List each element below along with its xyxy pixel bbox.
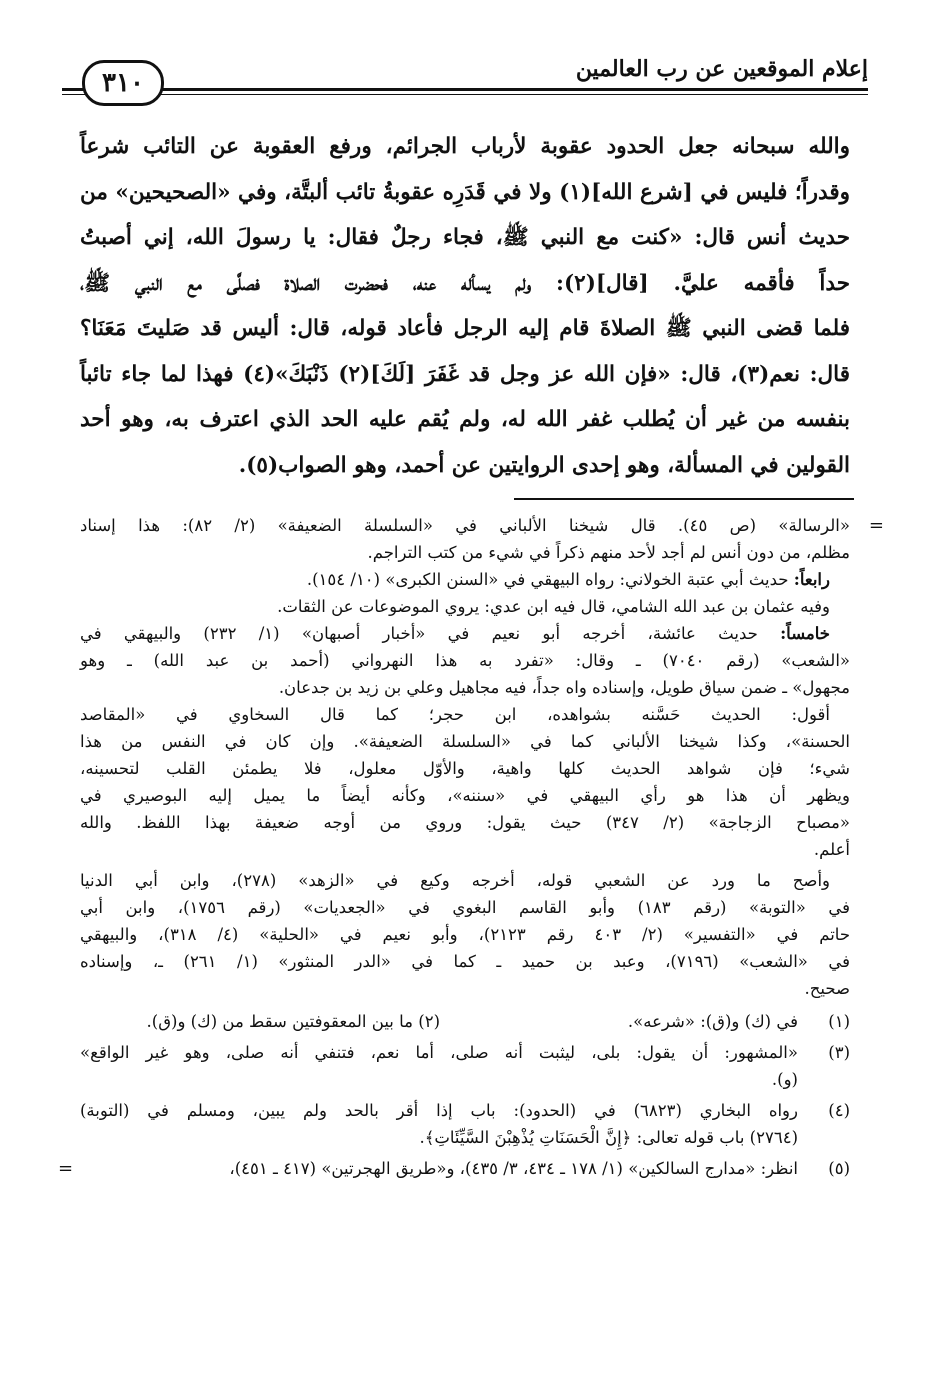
main-line: حديث أنس قال: «كنت مع النبي ﷺ، فجاء رجلٌ فقال: يا رسولَ الله، إني أصبتُ [80, 225, 850, 250]
footnote-line: رواه البخاري (٦٨٢٣) في (الحدود): باب إذا أقر بالحد ولم يبين، ومسلم في (التوبة) [80, 1101, 798, 1120]
footnote-line: حاتم في «التفسير» (٢/ ٤٠٣ رقم ٢١٢٣)، وأبو نعيم في «الحلية» (٤/ ٣١٨)، والبيهقي [80, 925, 851, 944]
footnote-line: أقول: الحديث حَسَّنه بشواهده، ابن حجر؛ كما قال السخاوي في «المقاصد [80, 705, 830, 724]
footnote-number: (٢) [418, 1012, 440, 1031]
footnote-line [80, 620, 830, 647]
main-line: فلما قضى النبي ﷺ الصلاةَ قام إليه الرجل فأعاد قوله، قال: أليس قد صَليتَ مَعَنَا؟ [80, 316, 850, 341]
main-line: قال: نعم(٣)، قال: «فإن الله عز وجل قد غَفَرَ [لَكَ](٢) ذَنْبَكَ»(٤) فهذا لما جاء تائباً [80, 361, 851, 387]
footnote-separator [514, 498, 854, 500]
footnote-2-text: ما بين المعقوفتين سقط من (ك) و(ق). [146, 1012, 413, 1031]
footnote-5 [58, 1155, 850, 1182]
footnote-line: شيء؛ فإن شواهد الحديث كلها واهية، والأوّل معلول، فلا يطمئن القلب لتحسينه، [80, 759, 850, 778]
footnote-khamisan [80, 620, 850, 647]
footnote-line: وفيه عثمان بن عبد الله الشامي، قال فيه ابن عدي: يروي الموضوعات عن الثقات. [277, 597, 830, 616]
footnote-line: «المشهور: أن يقول: بلى، ليثبت أنه صلى، أما نعم، فتنفي أنه صلى، وهو غير الواقع» [80, 1043, 798, 1062]
footnote-line: في «الشعب» (٧١٩٦)، وعبد بن حميد ـ كما في «الدر المنثور» (١/ ٢٦١) ـ، وإسناده [80, 952, 851, 971]
footnote-line: «الشعب» (رقم ٧٠٤٠) ـ وقال: «تفرد به هذا النهرواني (أحمد بن عبد الله) ـ وهو [80, 651, 851, 670]
footnote-2 [80, 1008, 440, 1035]
footnote-line: وأصح ما ورد عن الشعبي قوله، أخرجه وكيع في «الزهد» (٢٧٨)، وابن أبي الدنيا [80, 871, 830, 890]
rabian-text: حديث أبي عتبة الخولاني: رواه البيهقي في «السنن الكبرى» (١٠/ ١٥٤). [306, 570, 794, 589]
page-number: ٣١٠ [82, 60, 164, 106]
footnote-rabian [80, 566, 850, 620]
main-line: القولين في المسألة، وهو إحدى الروايتين عن أحمد، وهو الصواب(٥). [238, 452, 850, 478]
footnote-line: ويظهر أن هذا هو رأي البيهقي في «سننه»، وكأنه أيضاً ما يميل إليه البوصيري في [80, 786, 850, 805]
footnote-4 [80, 1097, 850, 1151]
main-line: حداً فأقمه عليَّ. [قال](٢): ولم يسأله عنه، فحضرت الصلاة فصلَّى مع النبي ﷺ، [80, 270, 850, 296]
footnote-1-2 [80, 1008, 850, 1035]
footnote-khamisan-cont [80, 647, 850, 701]
footnote-line [80, 566, 830, 593]
khamisan-label: خامساً: [780, 624, 830, 643]
footnote-line: الحسنة»، وكذا شيخنا الألباني كما في «السلسلة الضعيفة». وإن كان في النفس من هذا [80, 732, 850, 751]
main-line: وقدراً؛ فليس في [شرع الله](١) ولا في قَدَرِه عقوبةُ تائب ألبتَّة، وفي «الصحيحين» من [80, 179, 850, 205]
footnote-1-text: في (ك) و(ق): «شرعه». [627, 1012, 798, 1031]
main-line: والله سبحانه جعل الحدود عقوبة لأرباب الجرائم، ورفع العقوبة عن التائب شرعاً [80, 134, 850, 159]
main-text [80, 124, 850, 488]
footnote-number: (١) [828, 1012, 850, 1031]
footnote-number: (٤) [828, 1101, 850, 1120]
footnotes [58, 512, 884, 1182]
footnote-line: (٢٧٦٤) باب قوله تعالى: ﴿إِنَّ الْحَسَنَاتِ يُذْهِبْنَ السَّيِّئَاتِ﴾. [419, 1128, 798, 1147]
continuation-mark: = [868, 515, 884, 536]
rabian-label: رابعاً: [793, 570, 830, 589]
header-rule-thin [62, 94, 868, 95]
footnote-line: في «التوبة» (رقم ١٨٣) وأبو القاسم البغوي في «الجعديات» (رقم ١٧٥٦)، وابن أبي [80, 898, 850, 917]
footnote-line: «الرسالة» (ص ٤٥). قال شيخنا الألباني في «السلسلة الضعيفة» (٢/ ٨٢): هذا إسناد [80, 516, 850, 535]
khamisan-text: حديث عائشة، أخرجه أبو نعيم في «أخبار أصبهان» (١/ ٢٣٢) والبيهقي في [80, 624, 781, 643]
footnote-line: مظلم، من دون أنس لم أجد لأحد منهم ذكراً في شيء من كتب التراجم. [367, 543, 850, 562]
footnote-line: انظر: «مدارج السالكين» (١/ ١٧٨ ـ ٤٣٤، ٣/ ٤٣٥)، و«طريق الهجرتين» (٤١٧ ـ ٤٥١)، [229, 1159, 798, 1178]
footnote-number: (٥) [828, 1159, 850, 1178]
footnote-two-col [80, 1008, 798, 1035]
footnote-asahh [80, 867, 850, 1002]
footnote-3 [80, 1039, 850, 1093]
page-header [62, 48, 868, 104]
footnote-line: صحيح. [804, 979, 850, 998]
continuation-mark: = [58, 1158, 74, 1179]
footnote-line: (و). [771, 1070, 798, 1089]
footnote-line: أعلم. [813, 840, 850, 859]
footnote-aqool [80, 701, 850, 863]
footnote-continuation [80, 512, 884, 566]
footnote-number: (٣) [828, 1043, 850, 1062]
main-paragraph [80, 124, 850, 488]
main-line: بنفسه من غير أن يُطلب غفر الله له، ولم يُقم عليه الحد الذي اعترف به، وهو أحد [80, 407, 850, 432]
footnote-line: «مصباح الزجاجة» (٢/ ٣٤٧) حيث يقول: وروي من أوجه ضعيفة بهذا اللفظ. والله [80, 813, 850, 832]
running-title: إعلام الموقعين عن رب العالمين [568, 56, 868, 82]
footnote-line: مجهول» ـ ضمن سياق طويل، وإسناده واه جداً، فيه مجاهيل وعلي بن زيد بن جدعان. [278, 678, 850, 697]
header-rule-thick [62, 88, 868, 91]
